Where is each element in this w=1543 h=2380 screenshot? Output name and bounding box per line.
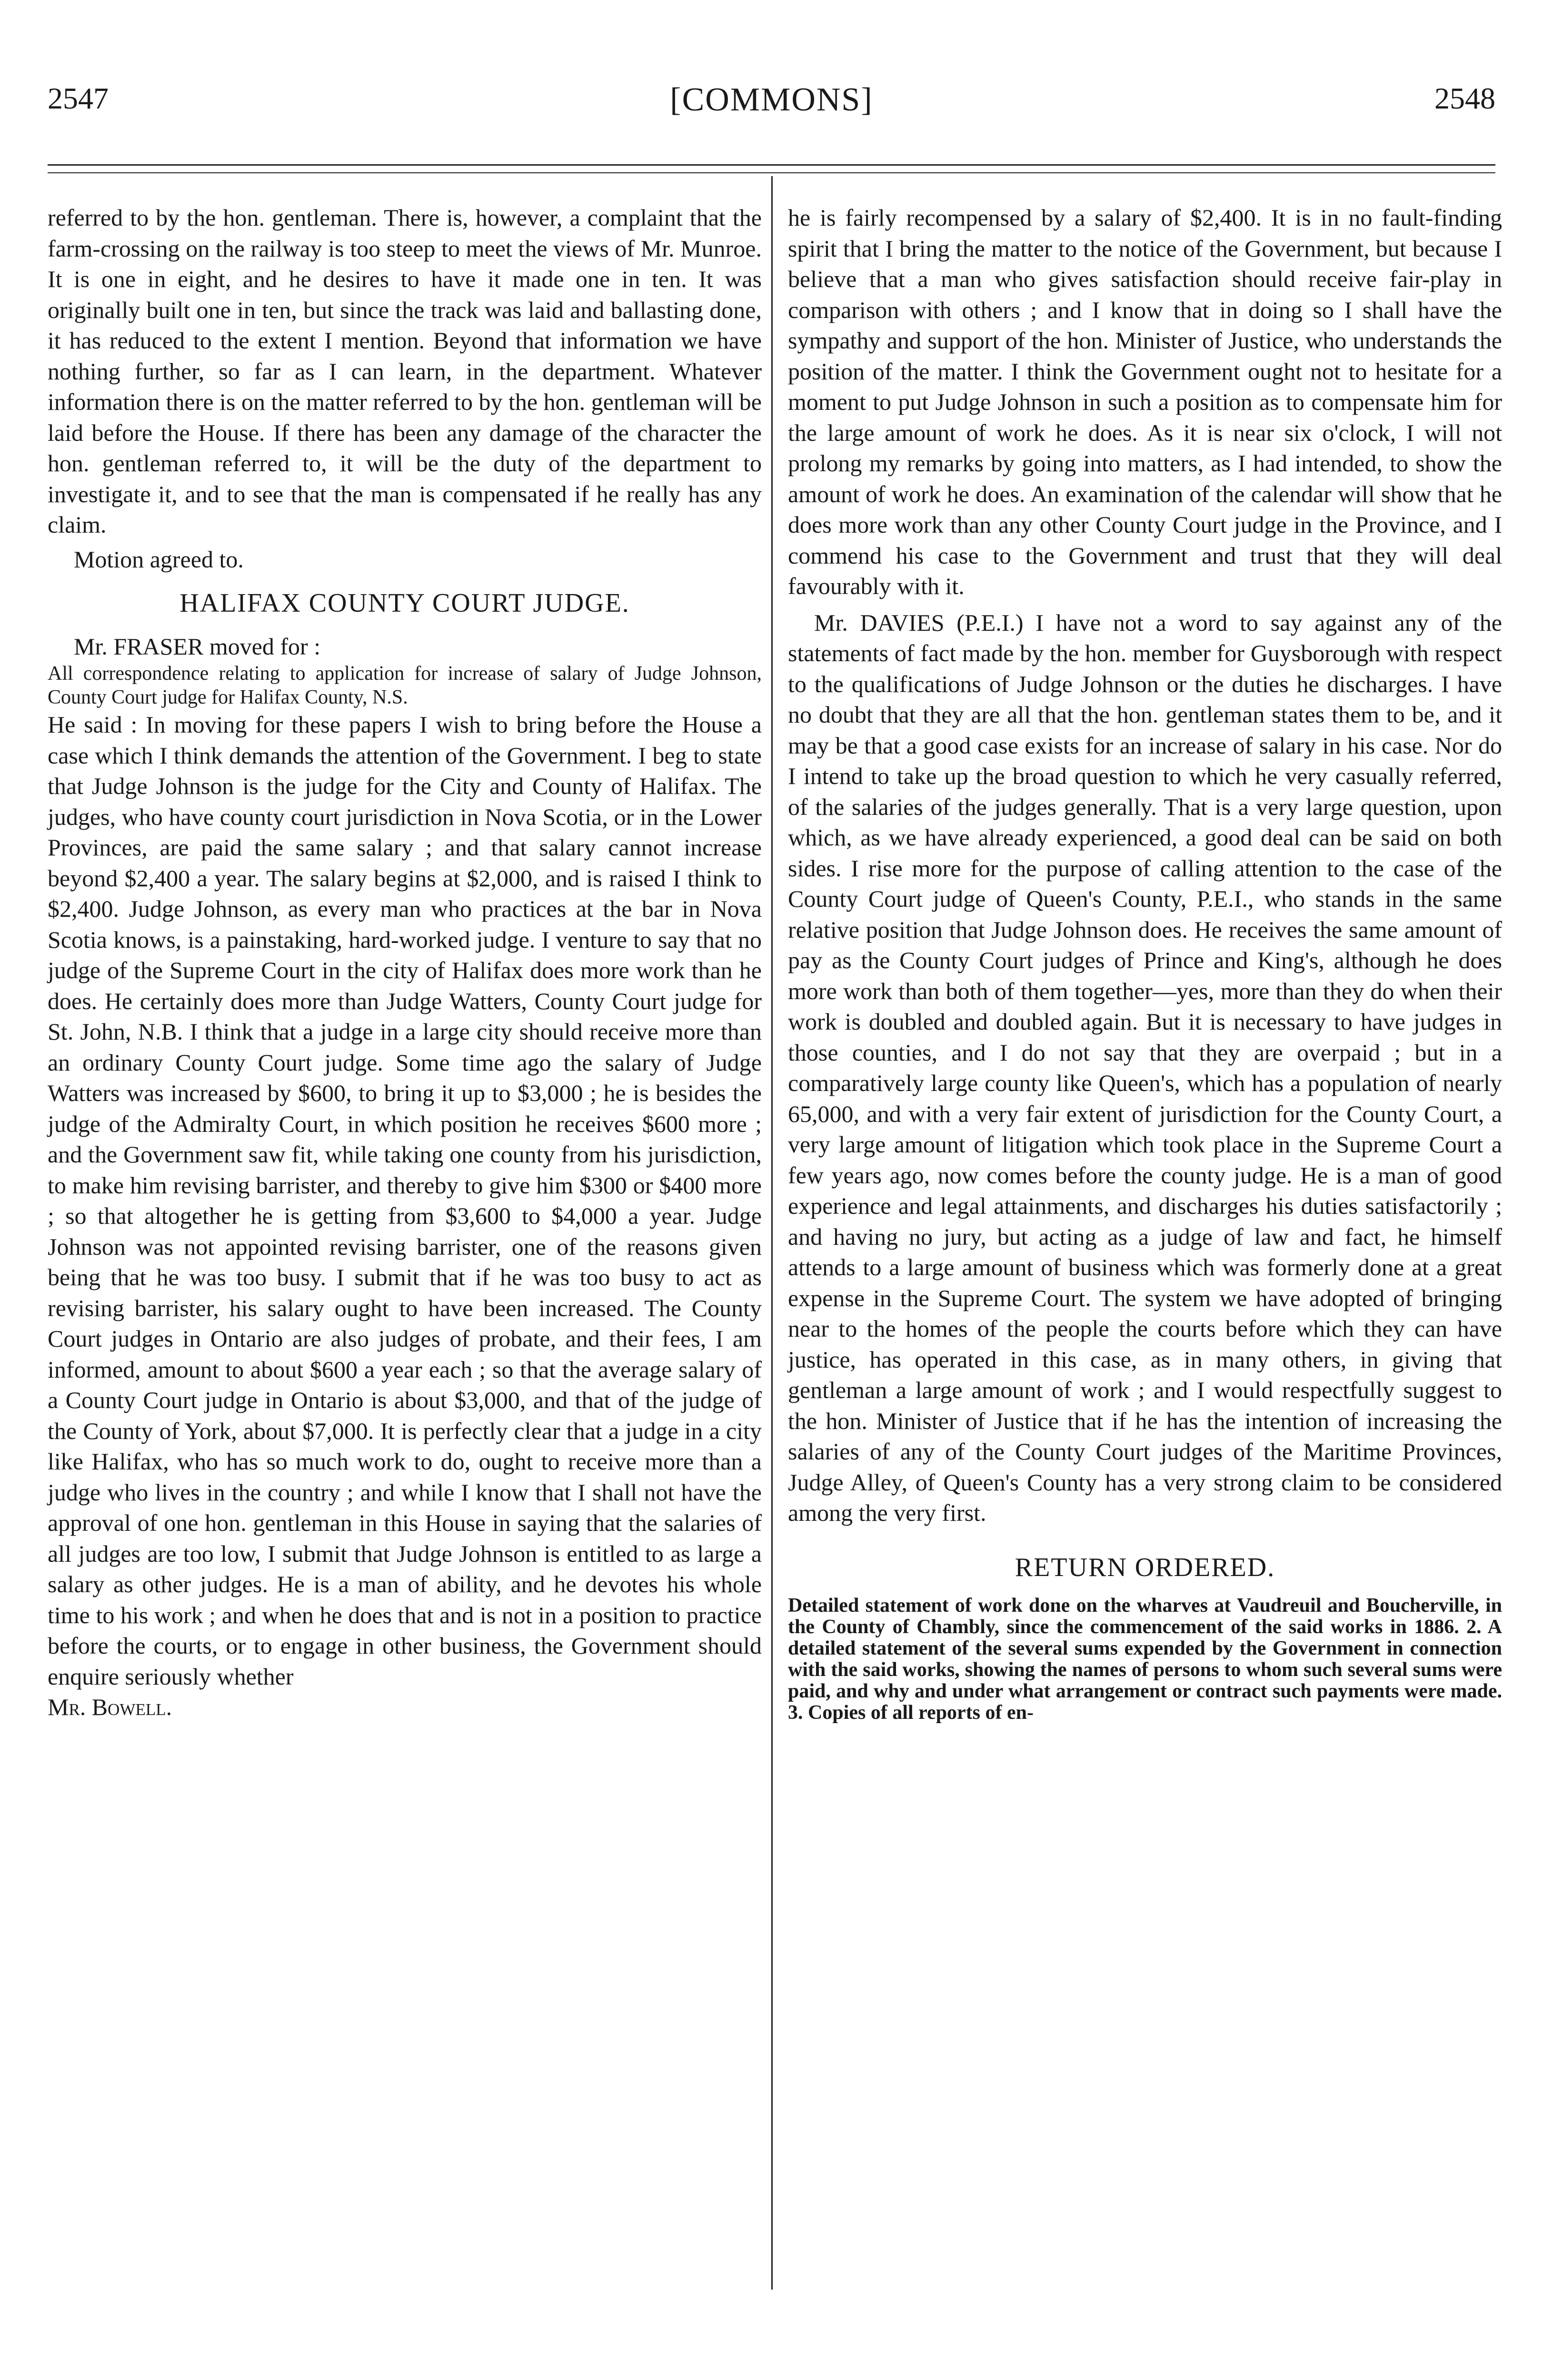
paragraph: Motion agreed to. [74, 545, 244, 573]
section-heading: RETURN ORDERED. [1015, 1552, 1275, 1582]
paragraph: He said : In moving for these papers I wish to bring before the House a case which I think demands the attention of the Government. I beg to state that Judge Johnson is the judge for the City and County of Halifax. The judges, who have county court jurisdiction in Nova Scotia, or in the Lower Provinces, are paid the same salary ; and that salary cannot increase beyond $2,400 a year. The salary begins at $2,000, and is raised I think to $2,400. Judge Johnson, as every man who practices at the bar in Nova Scotia knows, is a painstaking, hard-worked judge. I venture to say that no judge of the Supreme Court in the city of Halifax does more work than he does. He certainly does more than Judge Watters, County Court judge for St. John, N.B. I think that a judge in a large city should receive more than an ordinary County Court judge. Some time ago the salary of Judge Watters was increased by $600, to bring it up to $3,000 ; he is besides the judge of the Admiralty Court, in which position he receives $600 more ; and the Government saw fit, while taking one county from his jurisdiction, to make him revising barrister, and thereby to give him $300 or $400 more ; so that altogether he is getting from $3,600 to $4,000 a year. Judge Johnson was not appointed revising barrister, one of the reasons given being that he was too busy. I submit that if he was too busy to act as revising barrister, his salary ought to have been increased. The County Court judges in Ontario are also judges of probate, and their fees, I am informed, amount to about $600 a year each ; so that the average salary of a County Court judge in Ontario is about $3,000, and that of the judge of the County of York, about $7,000. It is perfectly clear that a judge in a city like Halifax, who has so much work to do, ought to receive more than a judge who lives in the country ; and while I know that I shall not have the approval of one hon. gentleman in this House in saying that the salaries of all judges are too low, I submit that Judge Johnson is entitled to as large a salary as other judges. He is a man of ability, and he devotes his whole time to his work ; and when he does that and is not in a position to practice before the courts, or to engage in other business, the Government should enquire seriously whether [48, 711, 762, 1690]
paragraph: Mr. FRASER moved for : [74, 633, 321, 660]
header-rule-top [48, 164, 1495, 166]
right-page-number: 2548 [1434, 81, 1495, 115]
right-column [788, 202, 1502, 1724]
motion-quote: All correspondence relating to application for increase of salary of Judge Johnson, County Court judge for Halifax County, N.S. [48, 663, 762, 708]
section-heading: HALIFAX COUNTY COURT JUDGE. [179, 588, 630, 618]
left-page-number: 2547 [48, 81, 109, 115]
return-text: Detailed statement of work done on the wharves at Vaudreuil and Boucherville, in the County of Chambly, since the commencement of the said works in 1886. 2. A detailed statement of the several sums expended by the Government in connection with the said works, showing the names of persons to whom such several sums were paid, and why and under what arrangement or contract such payments were made. 3. Copies of all reports of en- [788, 1595, 1502, 1724]
paragraph: he is fairly recompensed by a salary of $2,400. It is in no fault-finding spirit that I bring the matter to the notice of the Government, but because I believe that a man who gives satisfaction should receive fair-play in comparison with others ; and I know that in doing so I shall have the sympathy and support of the hon. Minister of Justice, who understands the position of the matter. I think the Government ought not to hesitate for a moment to put Judge Johnson in such a position as to compensate him for the large amount of work he does. As it is near six o'clock, I will not prolong my remarks by going into matters, as I had intended, to show the amount of work he does. An examination of the calendar will show that he does more work than any other County Court judge in the Province, and I commend his case to the Government and trust that they will deal favourably with it. [788, 204, 1502, 599]
page-footer-name: Mr. Bowell. [48, 1694, 172, 1720]
running-title: [COMMONS] [670, 81, 873, 118]
paragraph: referred to by the hon. gentleman. There is, however, a complaint that the farm-crossing on the railway is too steep to meet the views of Mr. Munroe. It is one in eight, and he desires to have it made one in ten. It was originally built one in ten, but since the track was laid and ballasting done, it has reduced to the extent I mention. Beyond that information we have nothing further, so far as I can learn, in the department. Whatever information there is on the matter referred to by the hon. gentleman will be laid before the House. If there has been any damage of the character the hon. gentleman referred to, it will be the duty of the department to investigate it, and to see that the man is compensated if he really has any claim. [48, 204, 762, 538]
page-header [0, 81, 1543, 133]
header-rule-bottom [48, 172, 1495, 173]
left-column [48, 202, 762, 1723]
column-divider [771, 176, 773, 2290]
paragraph: Mr. DAVIES (P.E.I.) I have not a word to say against any of the statements of fact made by the hon. member for Guysborough with respect to the qualifications of Judge Johnson or the duties he discharges. I have no doubt that they are all that the hon. gentleman states them to be, and it may be that a good case exists for an increase of salary in his case. Nor do I intend to take up the broad question to which he very casually referred, of the salaries of the judges generally. That is a very large question, upon which, as we have already experienced, a good deal can be said on both sides. I rise more for the purpose of calling attention to the case of the County Court judge of Queen's County, P.E.I., who stands in the same relative position that Judge Johnson does. He receives the same amount of pay as the County Court judges of Prince and King's, although he does more work than both of them together—yes, more than they do when their work is doubled and doubled again. But it is necessary to have judges in those counties, and I do not say that they are overpaid ; but in a comparatively large county like Queen's, which has a population of nearly 65,000, and with a very fair extent of jurisdiction for the County Court, a very large amount of litigation which took place in the Supreme Court a few years ago, now comes before the county judge. He is a man of good experience and legal attainments, and discharges his duties satisfactorily ; and having no jury, but acting as a judge of law and fact, he himself attends to a large amount of business which was formerly done at a great expense in the Supreme Court. The system we have adopted of bringing near to the homes of the people the courts before which they can have justice, has operated in this case, as in many others, in giving that gentleman a large amount of work ; and I would respectfully suggest to the hon. Minister of Justice that if he has the intention of increasing the salaries of any of the County Court judges of the Maritime Provinces, Judge Alley, of Queen's County has a very strong claim to be considered among the very first. [788, 609, 1502, 1526]
